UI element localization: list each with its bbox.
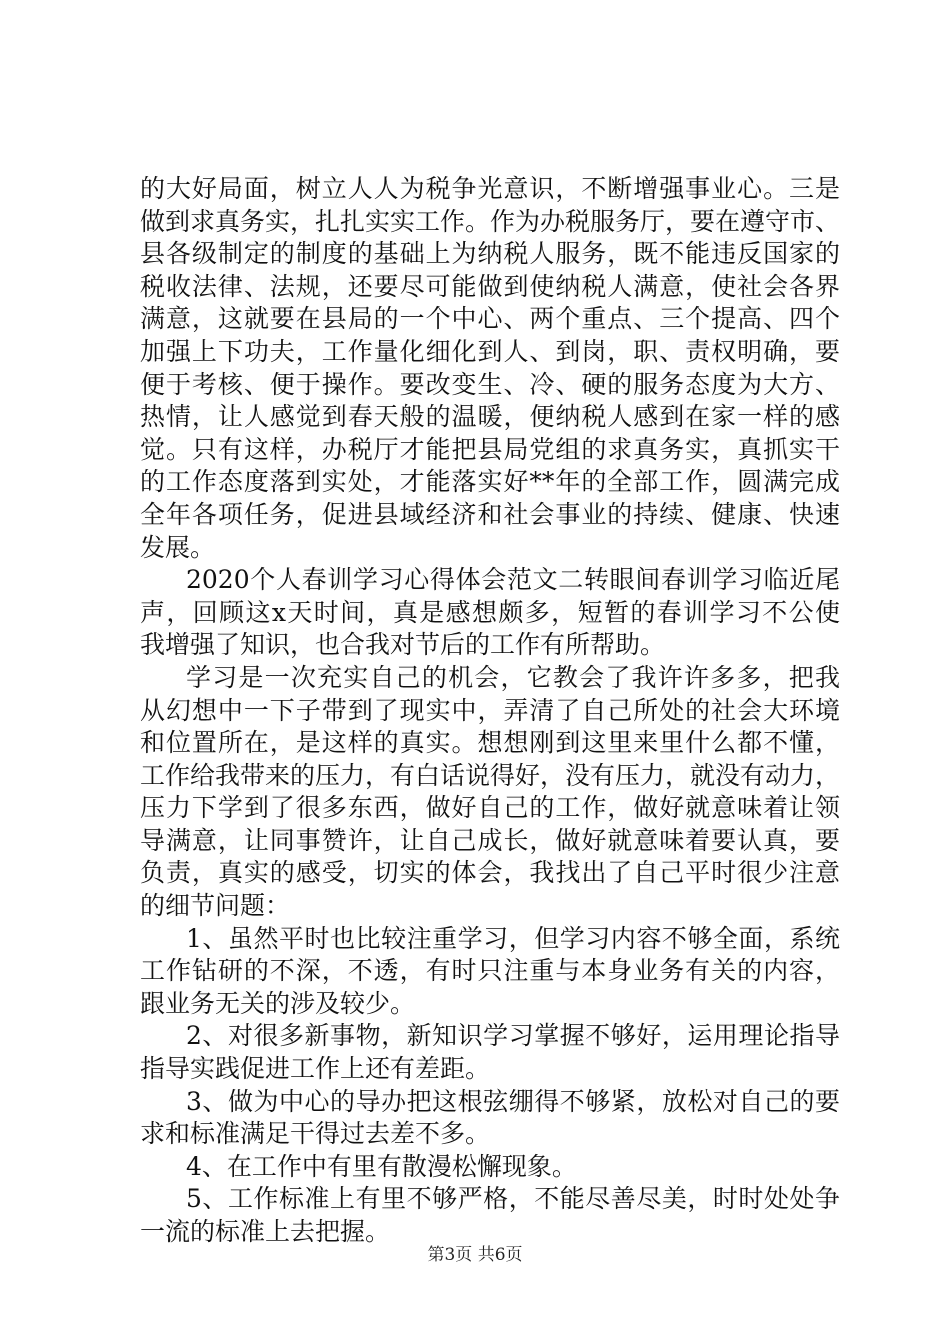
text-line: 热情，让人感觉到春天般的温暖，便纳税人感到在家一样的感 <box>140 402 840 432</box>
text-line: 的大好局面，树立人人为税争光意识，不断增强事业心。三是 <box>140 174 840 203</box>
paragraph <box>140 662 840 923</box>
text-line: 的工作态度落到实处，才能落实好**年的全部工作，圆满完成 <box>140 467 840 497</box>
text-line: 压力下学到了很多东西，做好自己的工作，做好就意味着让领 <box>140 793 840 823</box>
text-line: 2、对很多新事物，新知识学习掌握不够好，运用理论指导 <box>186 1021 840 1051</box>
text-line: 全年各项任务，促进县域经济和社会事业的持续、健康、快速 <box>140 499 840 529</box>
paragraph <box>140 923 840 1021</box>
paragraph <box>140 1086 840 1151</box>
paragraph <box>140 564 840 662</box>
text-line: 3、做为中心的导办把这根弦绷得不够紧，放松对自己的要 <box>186 1086 840 1116</box>
text-line: 指导实践促进工作上还有差距。 <box>140 1054 491 1084</box>
paragraph <box>140 1151 840 1184</box>
text-line: 税收法律、法规，还要尽可能做到使纳税人满意，使社会各界 <box>140 271 840 301</box>
text-line: 学习是一次充实自己的机会，它教会了我许许多多，把我 <box>186 662 840 692</box>
paragraph <box>140 173 840 564</box>
paragraph <box>140 1183 840 1248</box>
text-line: 5、工作标准上有里不够严格，不能尽善尽美，时时处处争 <box>186 1184 840 1214</box>
text-line: 县各级制定的制度的基础上为纳税人服务，既不能违反国家的 <box>140 239 840 269</box>
document-body <box>140 173 840 1249</box>
text-line: 导满意，让同事赞许，让自己成长，做好就意味着要认真，要 <box>140 825 840 855</box>
text-line: 2020个人春训学习心得体会范文二转眼间春训学习临近尾 <box>186 565 840 595</box>
text-line: 求和标准满足干得过去差不多。 <box>140 1119 491 1149</box>
text-line: 4、在工作中有里有散漫松懈现象。 <box>186 1151 577 1181</box>
text-line: 和位置所在，是这样的真实。想想刚到这里来里什么都不懂， <box>140 728 840 758</box>
text-line: 发展。 <box>140 532 216 562</box>
text-line: 声，回顾这x天时间，真是感想颇多，短暂的春训学习不公使 <box>140 597 840 627</box>
text-line: 便于考核、便于操作。要改变生、冷、硬的服务态度为大方、 <box>140 369 840 399</box>
text-line: 从幻想中一下子带到了现实中，弄清了自己所处的社会大环境 <box>140 695 840 725</box>
text-line: 工作钻研的不深，不透，有时只注重与本身业务有关的内容， <box>140 956 840 986</box>
page-number: 第3页 共6页 <box>427 1245 523 1265</box>
text-line: 1、虽然平时也比较注重学习，但学习内容不够全面，系统 <box>186 923 840 953</box>
paragraph <box>140 1020 840 1085</box>
text-line: 我增强了知识，也合我对节后的工作有所帮助。 <box>140 630 666 660</box>
text-line: 的细节问题： <box>140 891 291 921</box>
text-line: 做到求真务实，扎扎实实工作。作为办税服务厅，要在遵守市、 <box>140 206 840 236</box>
text-line: 跟业务无关的涉及较少。 <box>140 988 416 1018</box>
text-line: 满意，这就要在县局的一个中心、两个重点、三个提高、四个 <box>140 304 840 334</box>
text-line: 觉。只有这样，办税厅才能把县局党组的求真务实，真抓实干 <box>140 434 840 464</box>
text-line: 负责，真实的感受，切实的体会，我找出了自己平时很少注意 <box>140 858 840 888</box>
text-line: 加强上下功夫，工作量化细化到人、到岗，职、责权明确，要 <box>140 336 840 366</box>
text-line: 一流的标准上去把握。 <box>140 1217 391 1246</box>
text-line: 工作给我带来的压力，有白话说得好，没有压力，就没有动力， <box>140 760 840 790</box>
